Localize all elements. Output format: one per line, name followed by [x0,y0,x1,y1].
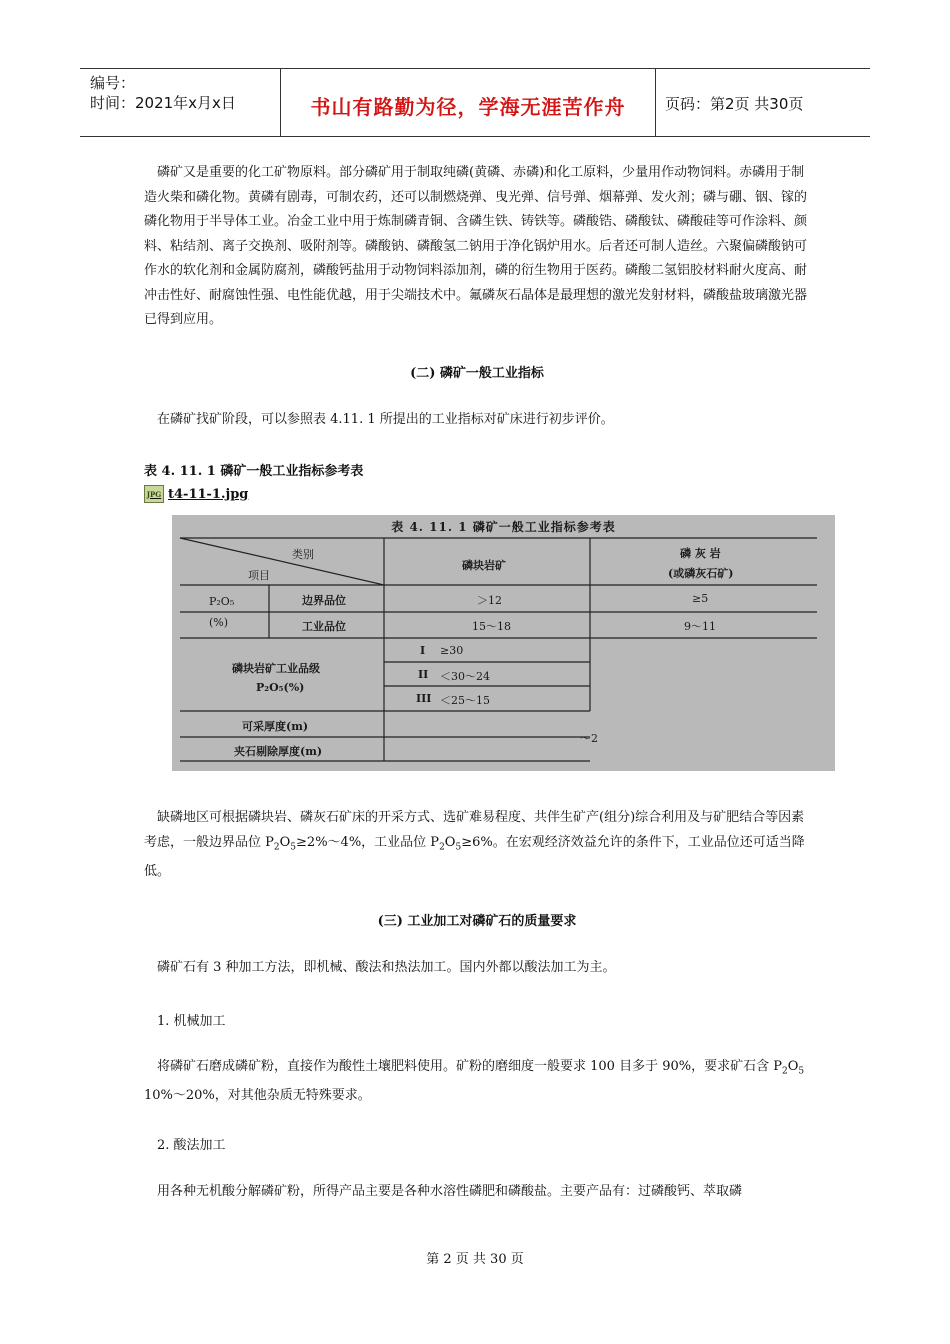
item-mechanical: 1. 机械加工 [157,1014,226,1029]
industrial-apatite: 9～11 [684,620,716,633]
header-meta-cell [80,69,280,136]
table-caption: 表 4. 11. 1 磷矿一般工业指标参考表 [144,464,364,479]
industrial-phosphorite: 15～18 [472,620,511,633]
boundary-grade-label: 边界品位 [302,594,346,607]
paragraph-mechanical: 将磷矿石磨成磷矿粉，直接作为酸性土壤肥料使用。矿粉的磨细度一般要求 100 目多于 90%，要求矿石含 $P_2O_5$ 10%～20%，对其他杂质无特殊要求。 [144,1059,805,1104]
image-file-link[interactable] [144,485,248,503]
image-file-name[interactable]: t4-11-1.jpg [168,486,249,502]
grade-i-label: I [420,644,426,657]
paragraph-evaluation: 在磷矿找矿阶段，可以参照表 4.11. 1 所提出的工业指标对矿床进行初步评价。 [157,412,614,427]
paragraph-acid: 用各种无机酸分解磷矿粉，所得产品主要是各种水溶性磷肥和磷酸盐。主要产品有：过磷酸钙、萃取磷 [157,1184,743,1199]
p2o5-unit: (%) [209,616,229,629]
p2o5-label: P₂O₅ [209,595,235,608]
grade-iii-label: III [416,692,432,705]
thickness-value: ～2 [580,732,598,745]
col-apatite: 磷 灰 岩 [680,547,721,560]
grade-i-value: ≥30 [440,644,464,657]
page-header [80,68,870,137]
paragraph-low-phosphorus: 缺磷地区可根据磷块岩、磷灰石矿床的开采方式、选矿难易程度、共伴生矿产(组分)综合利用及与矿肥结合等因素考虑，一般边界品位 $P_2O_5\ge 2\%\sim 4\%$，工业品位 $P_2O_5\ge 6\%$。在宏观经济效益允许的条件下，工业品位还可适当降低。 [144,810,805,879]
section-heading-3: (三) 工业加工对磷矿石的质量要求 [377,914,577,929]
mineable-thickness-label: 可采厚度(m) [242,720,309,733]
boundary-apatite: ≥5 [692,592,709,605]
grade-label: 磷块岩矿工业品级 [232,662,320,675]
waste-thickness-label: 夹石剔除厚度(m) [234,745,323,758]
section-heading-2: (二) 磷矿一般工业指标 [410,366,544,381]
col-phosphorite: 磷块岩矿 [462,559,506,572]
grade-unit: P₂O₅(%) [256,681,305,694]
corner-category: 类别 [292,548,314,561]
paragraph-uses: 磷矿又是重要的化工矿物原料。部分磷矿用于制取纯磷(黄磷、赤磷)和化工原料，少量用作动物饲料。赤磷用于制造火柴和磷化物。黄磷有剧毒，可制农药，还可以制燃烧弹、曳光弹、信号弹、烟幕弹、发火剂；磷与硼、铟、镓的磷化物用于半导体工业。冶金工业中用于炼制磷青铜、含磷生铁、铸铁等。磷酸锆、磷酸钛、磷酸硅等可作涂料、颜料、粘结剂、离子交换剂、吸附剂等。磷酸钠、磷酸氢二钠用于净化锅炉用水。后者还可制人造丝。六聚偏磷酸钠可作水的软化剂和金属防腐剂，磷酸钙盐用于动物饲料添加剂，磷的衍生物用于医药。磷酸二氢铝胶材料耐火度高、耐冲击性好、耐腐蚀性强、电性能优越，用于尖端技术中。氟磷灰石晶体是最理想的激光发射材料，磷酸盐玻璃激光器已得到应用。 [144,165,808,327]
serial-label: 编号： [90,74,136,92]
page-code: 页码：第2页 共30页 [665,95,804,113]
item-acid: 2. 酸法加工 [157,1138,226,1153]
page-footer: 第 2 页 共 30 页 [426,1252,524,1267]
header-motto-cell [280,69,656,136]
image-file-icon: JPG [144,485,164,503]
corner-item: 项目 [248,569,270,582]
grade-iii-value: ＜25～15 [440,694,490,707]
grade-ii-value: ＜30～24 [440,670,490,683]
paragraph-methods: 磷矿石有 3 种加工方法，即机械、酸法和热法加工。国内外都以酸法加工为主。 [157,960,616,975]
header-page-cell [655,69,870,136]
motto: 书山有路勤为径，学海无涯苦作舟 [310,95,626,119]
boundary-phosphorite: ＞12 [477,594,502,607]
industrial-grade-label: 工业品位 [302,620,346,633]
scanned-table-image [172,515,835,771]
scan-table-title: 表 4. 11. 1 磷矿一般工业指标参考表 [391,520,616,534]
col-apatite-sub: (或磷灰石矿) [668,567,734,580]
grade-ii-label: II [418,668,429,681]
time-label: 时间：2021年x月x日 [90,94,236,112]
